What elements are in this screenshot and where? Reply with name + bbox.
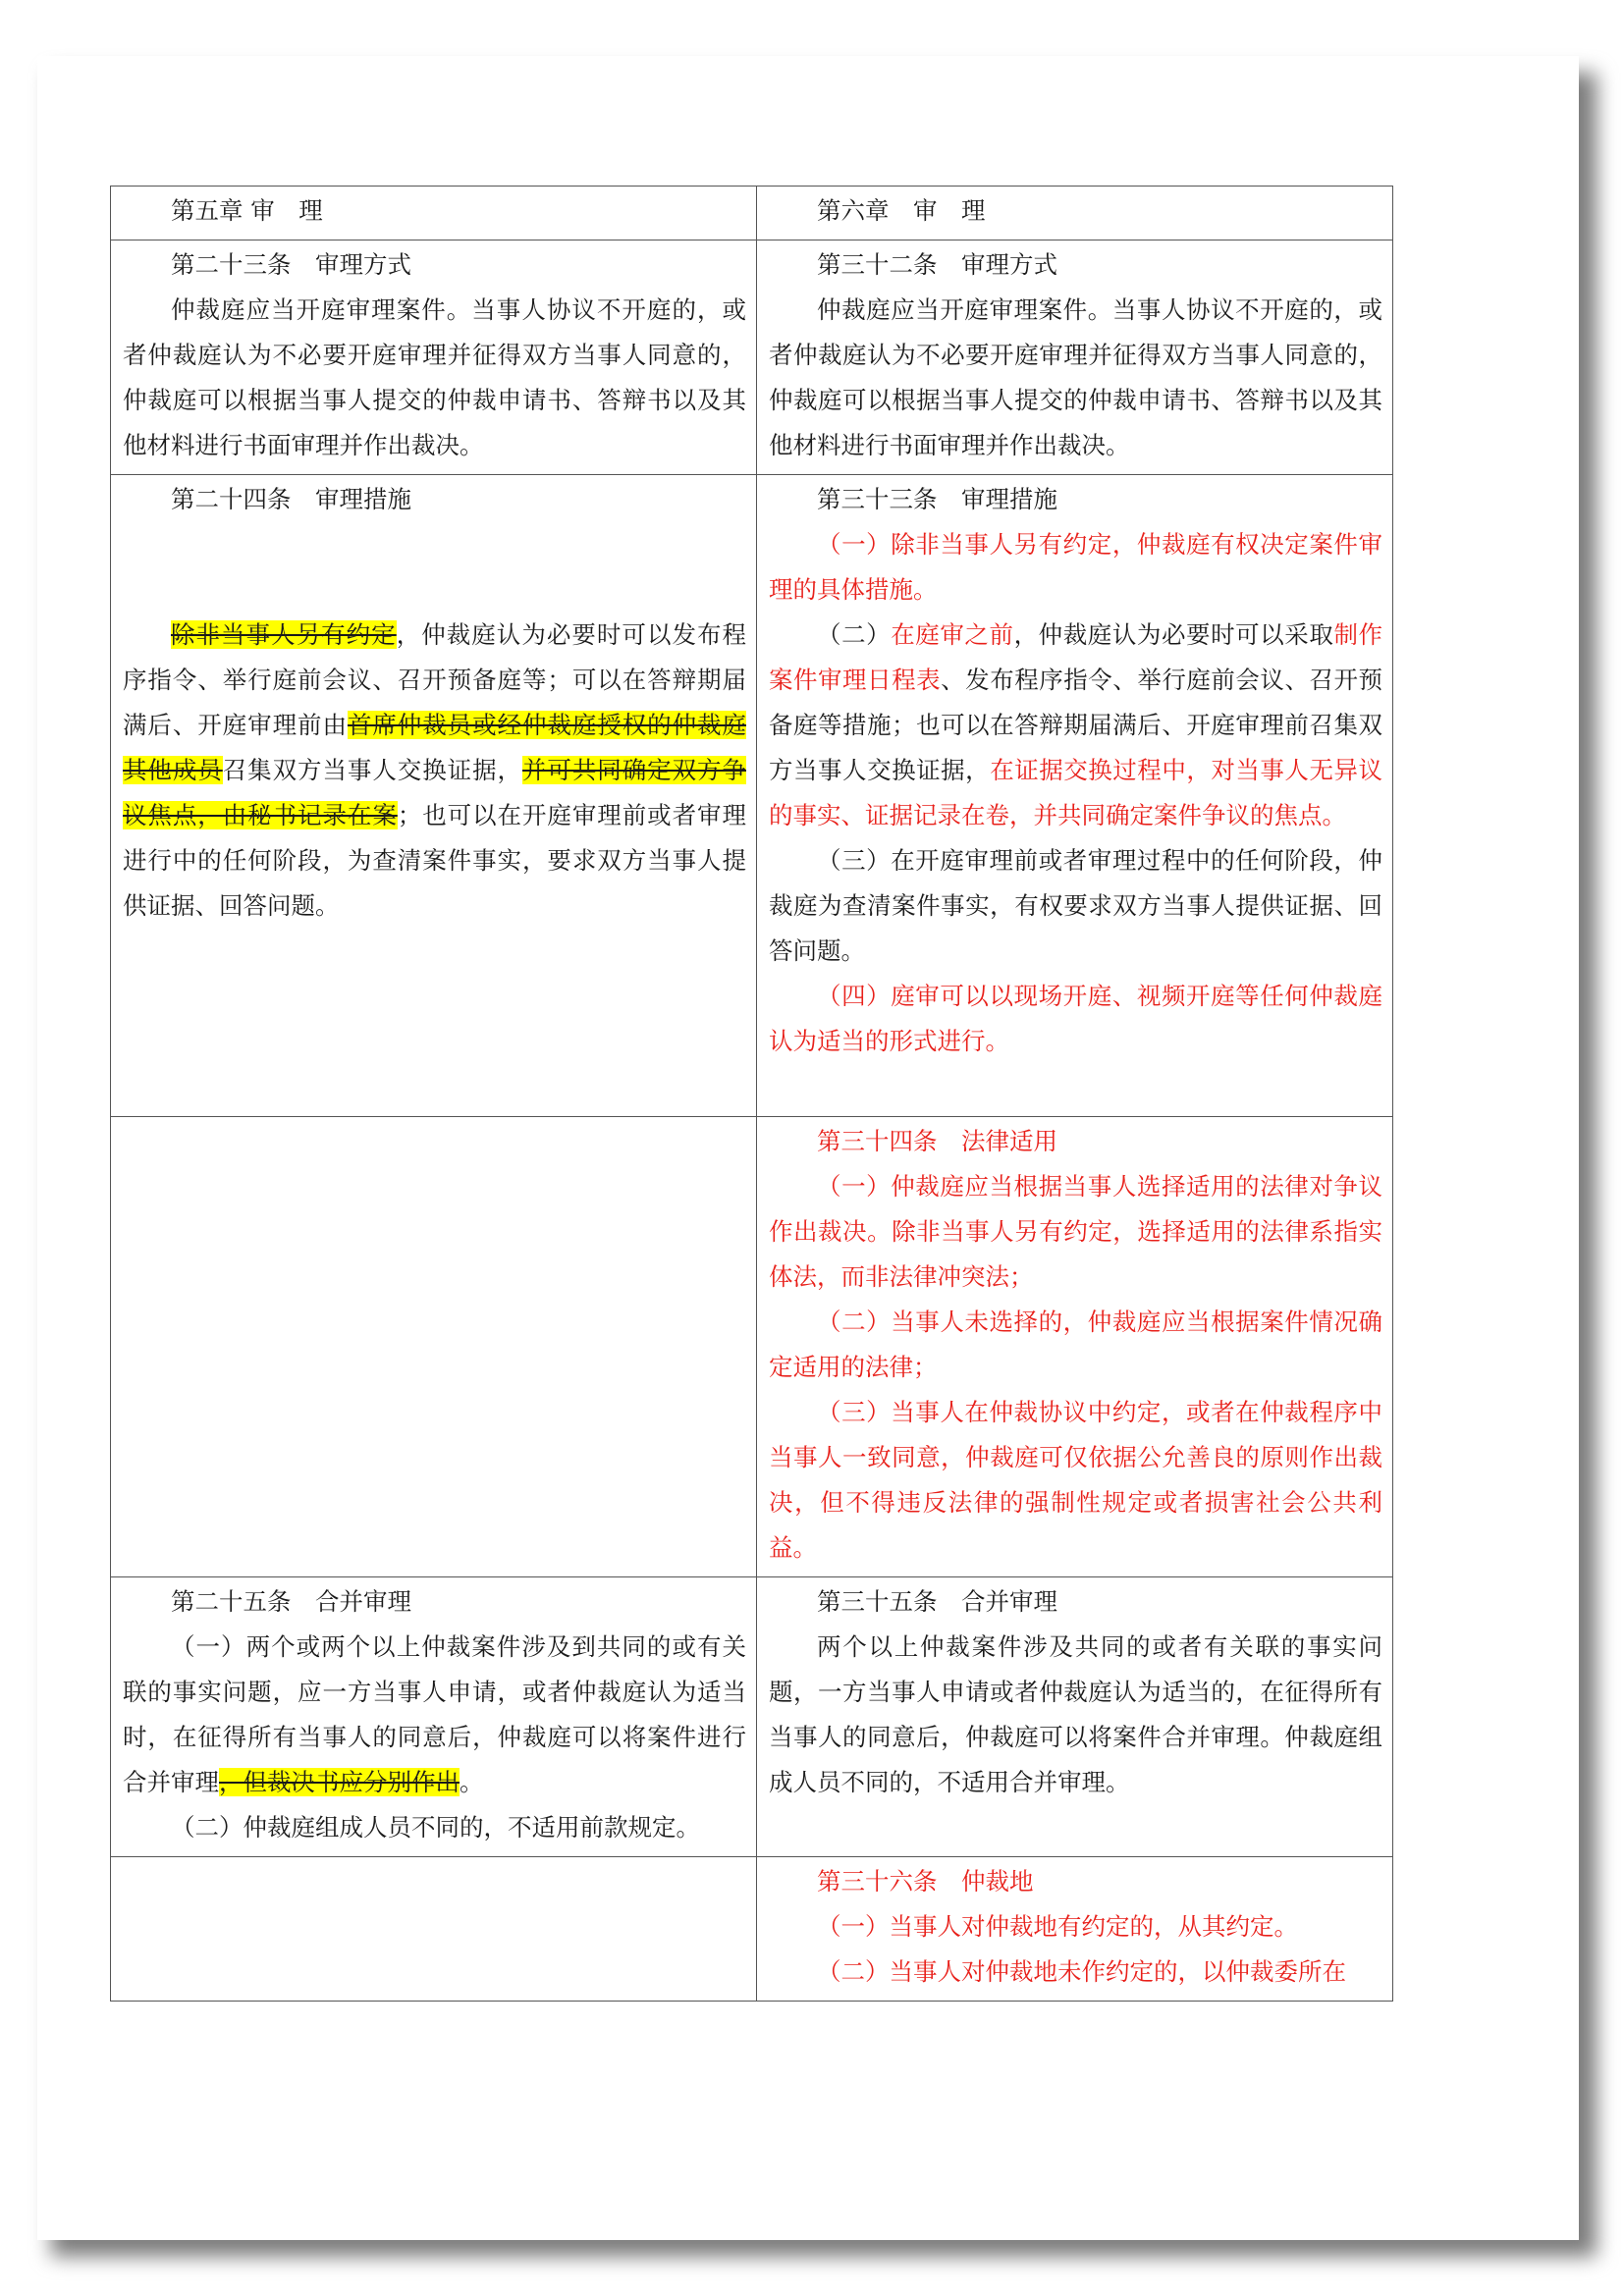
body-text: （一）两个或两个以上仲裁案件涉及到共同的或有关联的事实问题，应一方当事人申请，或者仲裁庭认为适当时，在征得所有当事人的同意后，仲裁庭可以将案件进行合并审理: [123, 1632, 746, 1796]
new-article-33-item-4: （四）庭审可以以现场开庭、视频开庭等任何仲裁庭认为适当的形式进行。: [769, 982, 1382, 1055]
new-article-35-title: 第三十五条 合并审理: [817, 1587, 1057, 1616]
deleted-highlight: 并可共同确定双方争议焦点，由秘书记录在案: [123, 756, 746, 829]
new-article-36-item-1: （一）当事人对仲裁地有约定的，从其约定。: [817, 1912, 1298, 1941]
new-article-32-cell: [757, 240, 1393, 475]
old-article-25-title: 第二十五条 合并审理: [171, 1587, 411, 1616]
old-empty-cell: [111, 1857, 757, 2002]
new-article-33-title: 第三十三条 审理措施: [817, 485, 1057, 513]
deleted-highlight: ，但裁决书应分别作出: [219, 1768, 460, 1796]
spacer: [123, 522, 746, 613]
body-text: ；也可以在开庭审理前或者审理进行中的任何阶段，为查清案件事实，要求双方当事人提供证据、回答问题。: [123, 801, 746, 920]
new-article-35-cell: [757, 1577, 1393, 1857]
new-article-36-item-2: （二）当事人对仲裁地未作约定的，以仲裁委所在: [817, 1957, 1346, 1986]
old-article-24-cell: [111, 475, 757, 1117]
new-article-34-title: 第三十四条 法律适用: [817, 1127, 1057, 1155]
added-text: 在证据交换过程中，对当事人无异议的事实、证据记录在卷，并共同确定案件争议的焦点。: [769, 756, 1382, 829]
old-article-23-title: 第二十三条 审理方式: [171, 250, 411, 279]
new-article-34-item-1: （一）仲裁庭应当根据当事人选择适用的法律对争议作出裁决。除非当事人另有约定，选择适用的法律系指实体法，而非法律冲突法；: [769, 1172, 1382, 1291]
deleted-highlight: 除非当事人另有约定: [171, 620, 397, 649]
new-article-33-item-1: （一）除非当事人另有约定，仲裁庭有权决定案件审理的具体措施。: [769, 530, 1382, 604]
old-article-25-item-1: [123, 1625, 746, 1805]
table-row-applicable-law: [111, 1117, 1393, 1577]
new-article-34-item-2: （二）当事人未选择的，仲裁庭应当根据案件情况确定适用的法律；: [769, 1308, 1382, 1381]
new-article-33-item-3: （三）在开庭审理前或者审理过程中的任何阶段，仲裁庭为查清案件事实，有权要求双方当事人提供证据、回答问题。: [769, 846, 1382, 965]
body-text: 召集双方当事人交换证据，: [222, 756, 522, 784]
body-text: 。: [460, 1768, 484, 1796]
old-chapter-title: 第五章 审 理: [171, 196, 323, 225]
added-text: 在庭审之前: [891, 620, 1014, 649]
old-article-25-cell: [111, 1577, 757, 1857]
old-article-23-cell: [111, 240, 757, 475]
table-row-chapter: [111, 187, 1393, 240]
new-article-33-item-2: [769, 613, 1382, 838]
new-chapter-cell: [757, 187, 1393, 240]
table-row-hearing-mode: [111, 240, 1393, 475]
body-text: ，仲裁庭认为必要时可以发布程序指令、举行庭前会议、召开预备庭等；可以在答辩期届满后、开庭审理前由: [123, 620, 747, 739]
new-article-34-item-3: （三）当事人在仲裁协议中约定，或者在仲裁程序中当事人一致同意，仲裁庭可仅依据公允善良的原则作出裁决，但不得违反法律的强制性规定或者损害社会公共利益。: [769, 1398, 1382, 1562]
old-chapter-cell: [111, 187, 757, 240]
new-article-33-cell: [757, 475, 1393, 1117]
old-article-25-item-2: （二）仲裁庭组成人员不同的，不适用前款规定。: [171, 1813, 700, 1842]
added-text: 制作案件审理日程表: [769, 620, 1383, 694]
old-article-24-body: [123, 613, 746, 929]
new-article-36-title: 第三十六条 仲裁地: [817, 1867, 1034, 1896]
old-empty-cell: [111, 1117, 757, 1577]
body-text: （二）: [817, 620, 892, 649]
new-chapter-title: 第六章 审 理: [817, 196, 986, 225]
new-article-32-title: 第三十二条 审理方式: [817, 250, 1057, 279]
body-text: 、发布程序指令、举行庭前会议、召开预备庭等措施；也可以在答辩期届满后、开庭审理前召集双方当事人交换证据，: [769, 666, 1383, 784]
body-text: ，仲裁庭认为必要时可以采取: [1013, 620, 1334, 649]
table-row-seat: [111, 1857, 1393, 2002]
deleted-highlight: 首席仲裁员或经仲裁庭授权的仲裁庭其他成员: [123, 711, 746, 784]
table-row-consolidation: [111, 1577, 1393, 1857]
table-row-hearing-measures: [111, 475, 1393, 1117]
new-article-36-cell: [757, 1857, 1393, 2002]
comparison-table: [110, 186, 1393, 2002]
new-article-34-cell: [757, 1117, 1393, 1577]
old-article-24-title: 第二十四条 审理措施: [171, 485, 411, 513]
old-article-23-body: 仲裁庭应当开庭审理案件。当事人协议不开庭的，或者仲裁庭认为不必要开庭审理并征得双方当事人同意的，仲裁庭可以根据当事人提交的仲裁申请书、答辩书以及其他材料进行书面审理并作出裁决。: [123, 295, 746, 459]
new-article-32-body: 仲裁庭应当开庭审理案件。当事人协议不开庭的，或者仲裁庭认为不必要开庭审理并征得双方当事人同意的，仲裁庭可以根据当事人提交的仲裁申请书、答辩书以及其他材料进行书面审理并作出裁决。: [769, 295, 1382, 459]
new-article-35-body: 两个以上仲裁案件涉及共同的或者有关联的事实问题，一方当事人申请或者仲裁庭认为适当的，在征得所有当事人的同意后，仲裁庭可以将案件合并审理。仲裁庭组成人员不同的，不适用合并审理。: [769, 1632, 1382, 1796]
